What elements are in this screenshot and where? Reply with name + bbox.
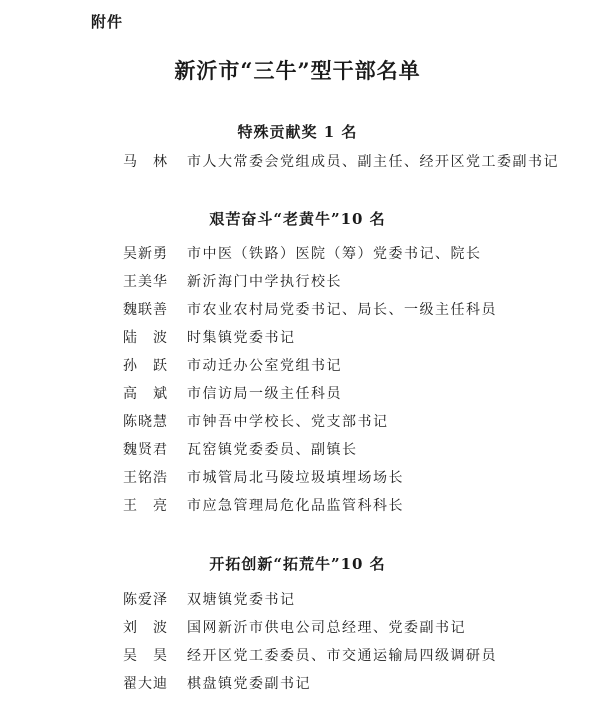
list-item: [123, 467, 404, 489]
list-item: [123, 439, 358, 461]
list-item: [123, 673, 311, 695]
person-position: 瓦窑镇党委委员、副镇长: [187, 442, 358, 458]
person-name: 王 亮: [123, 498, 168, 514]
section-heading-pioneer-ox: 开拓创新“拓荒牛”10 名: [209, 555, 386, 573]
person-position: 国网新沂市供电公司总经理、党委副书记: [187, 620, 466, 636]
person-name: 翟大迪: [123, 676, 168, 692]
list-item: [123, 327, 296, 349]
person-name: 马 林: [123, 154, 168, 170]
list-item: [123, 151, 559, 173]
person-name: 王铭浩: [123, 470, 168, 486]
person-position: 时集镇党委书记: [187, 330, 296, 346]
person-position: 市动迁办公室党组书记: [187, 358, 342, 374]
list-item: [123, 589, 296, 611]
person-position: 市应急管理局危化品监管科科长: [187, 498, 404, 514]
section-heading-special-contribution: 特殊贡献奖 1 名: [237, 123, 358, 141]
list-item: [123, 645, 497, 667]
person-name: 高 斌: [123, 386, 168, 402]
list-item: [123, 383, 342, 405]
document-title: 新沂市“三牛”型干部名单: [174, 58, 421, 83]
person-name: 陈晓慧: [123, 414, 168, 430]
person-name: 陆 波: [123, 330, 168, 346]
person-position: 市人大常委会党组成员、副主任、经开区党工委副书记: [187, 154, 559, 170]
list-item: [123, 243, 482, 265]
person-position: 市农业农村局党委书记、局长、一级主任科员: [187, 302, 497, 318]
person-name: 吴 昊: [123, 648, 168, 664]
attachment-label: 附件: [91, 13, 124, 31]
person-name: 陈爱泽: [123, 592, 168, 608]
person-name: 魏联善: [123, 302, 168, 318]
list-item: [123, 299, 497, 321]
person-position: 经开区党工委委员、市交通运输局四级调研员: [187, 648, 497, 664]
person-name: 吴新勇: [123, 246, 168, 262]
person-name: 王美华: [123, 274, 168, 290]
section-heading-hardworking-ox: 艰苦奋斗“老黄牛”10 名: [209, 210, 386, 228]
person-name: 魏贤君: [123, 442, 168, 458]
list-item: [123, 355, 342, 377]
list-item: [123, 495, 404, 517]
person-position: 双塘镇党委书记: [187, 592, 296, 608]
list-item: [123, 411, 389, 433]
person-position: 市城管局北马陵垃圾填埋场场长: [187, 470, 404, 486]
list-item: [123, 271, 342, 293]
person-name: 刘 波: [123, 620, 168, 636]
person-position: 新沂海门中学执行校长: [187, 274, 342, 290]
person-position: 市中医（铁路）医院（筹）党委书记、院长: [187, 246, 482, 262]
list-item: [123, 617, 466, 639]
person-name: 孙 跃: [123, 358, 168, 374]
person-position: 市钟吾中学校长、党支部书记: [187, 414, 389, 430]
person-position: 市信访局一级主任科员: [187, 386, 342, 402]
person-position: 棋盘镇党委副书记: [187, 676, 311, 692]
